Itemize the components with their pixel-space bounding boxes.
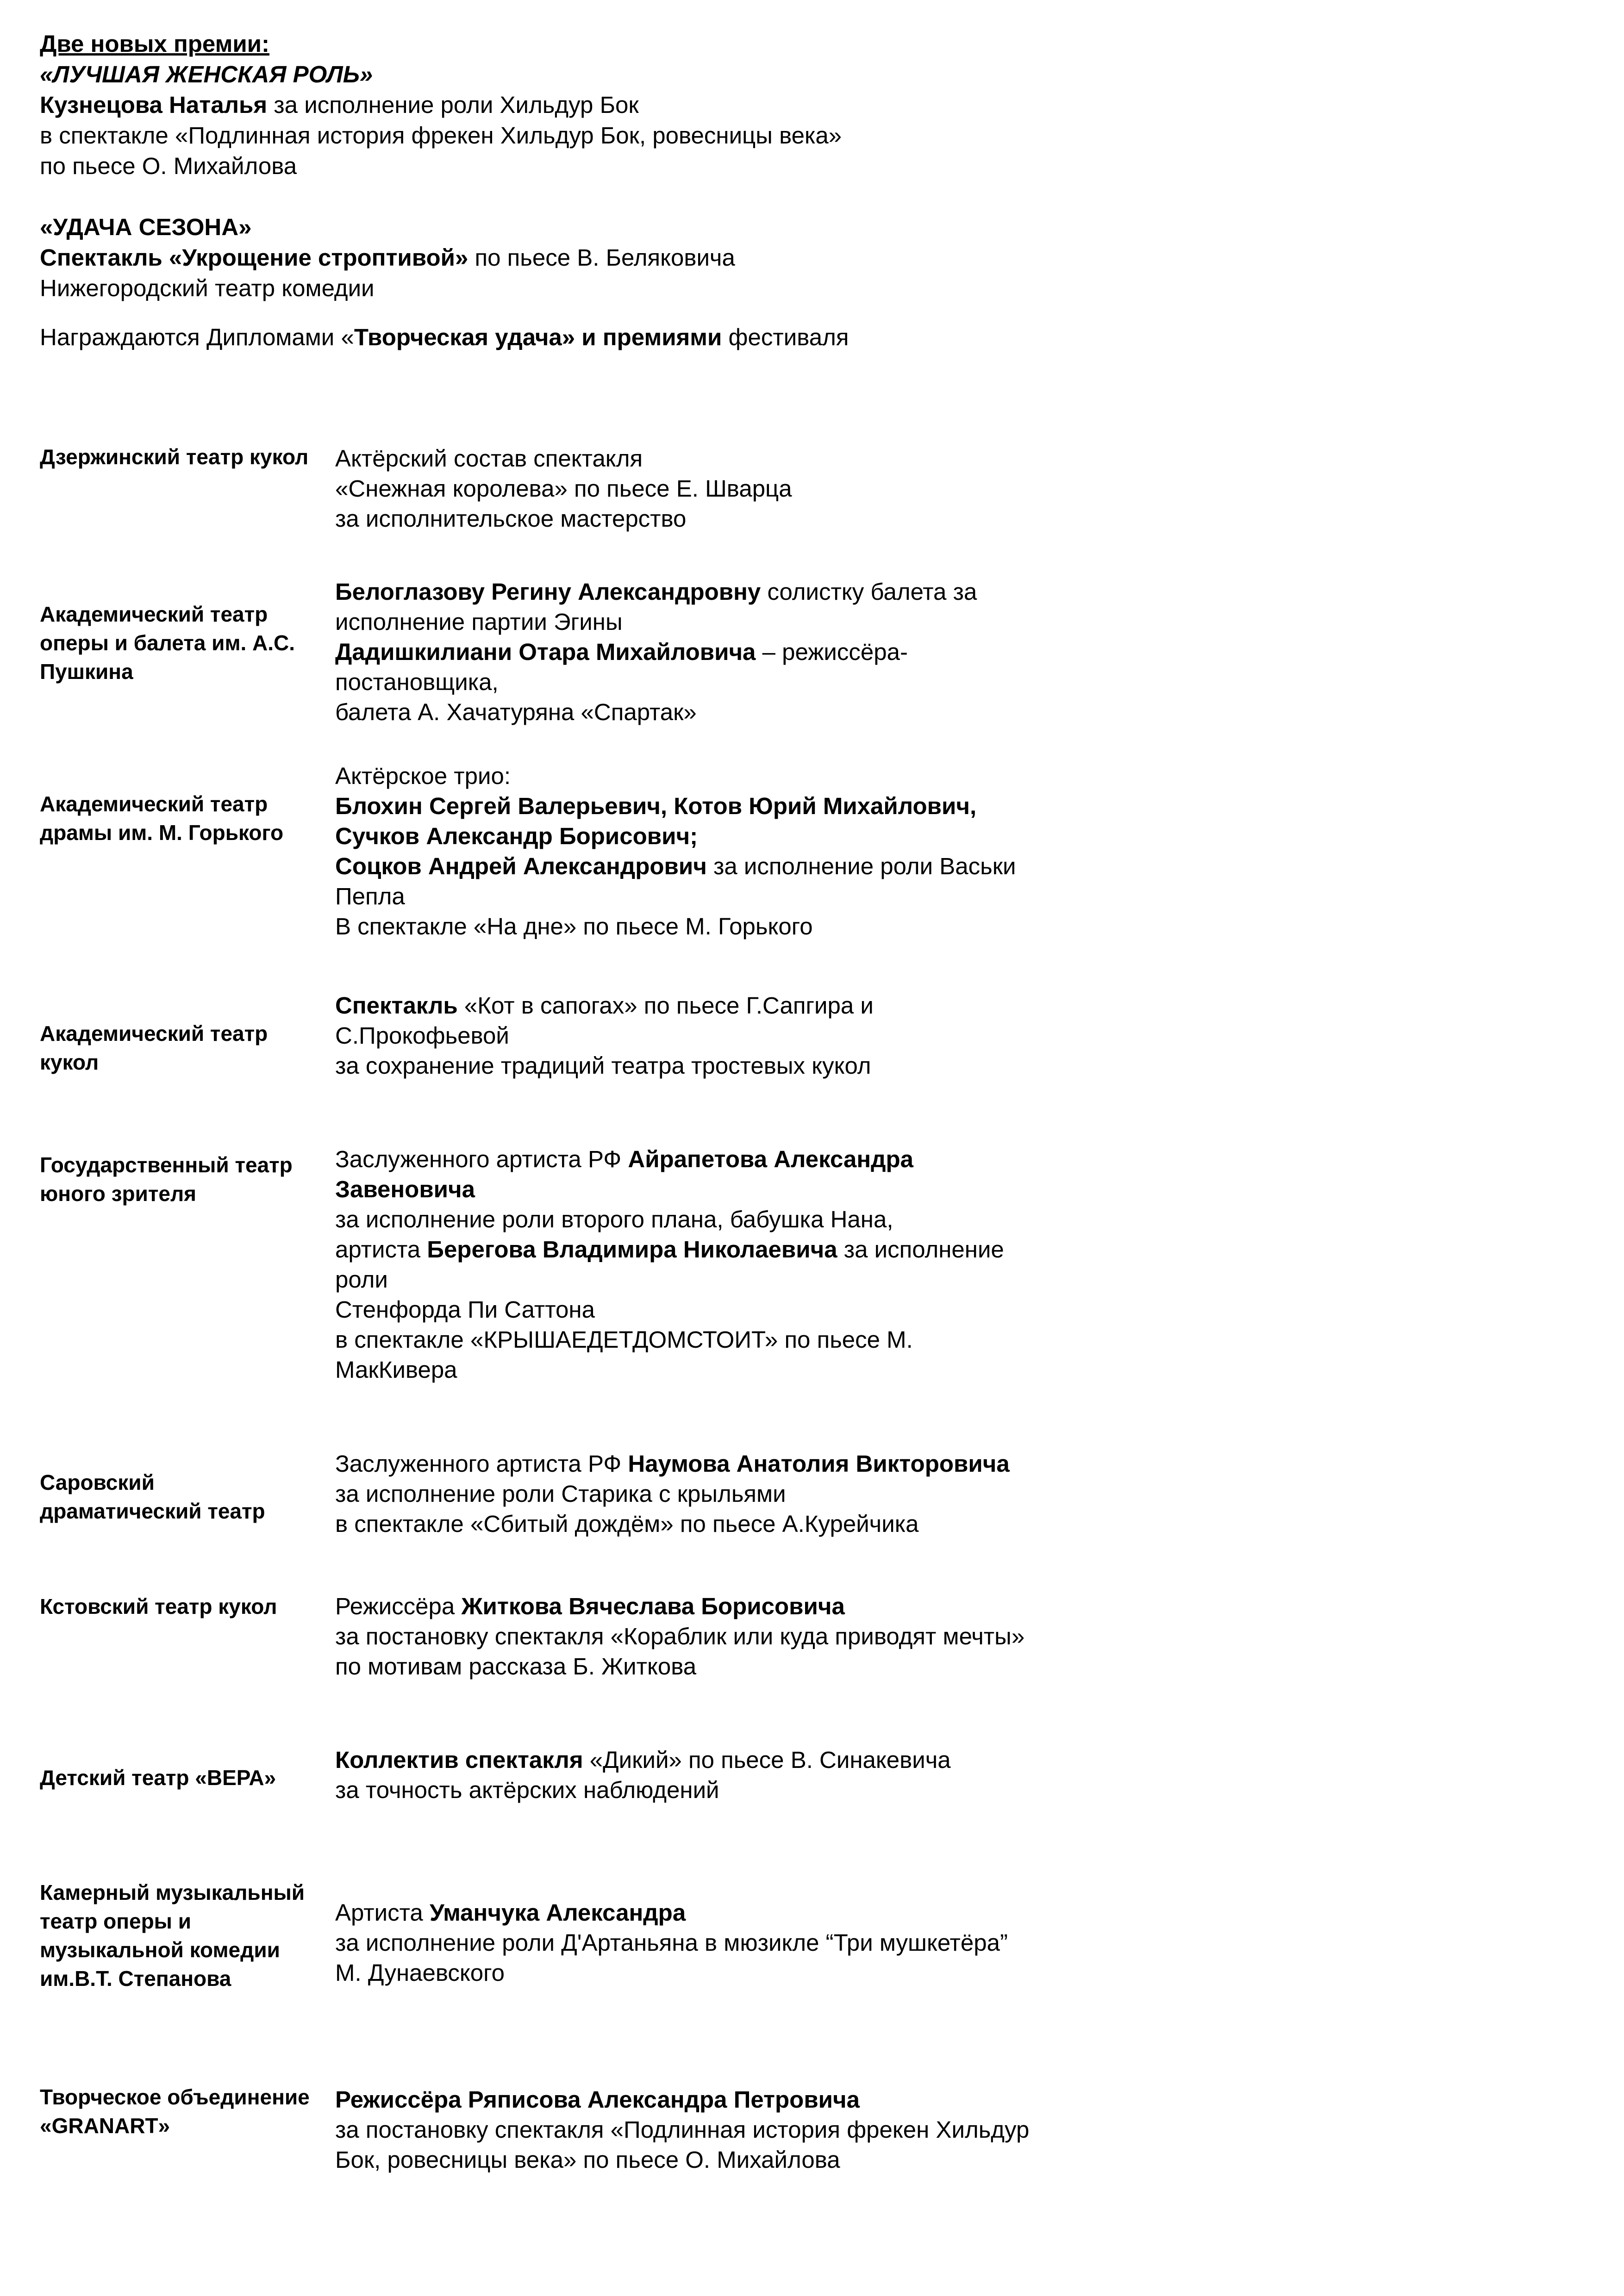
award-line: «Снежная королева» по пьесе Е. Шварца [335, 475, 792, 502]
award-line: Сучков Александр Борисович; [335, 823, 698, 849]
entry-award [335, 990, 1159, 1081]
award-line [335, 1898, 1159, 1928]
season-luck-heading: «УДАЧА СЕЗОНА» [40, 214, 252, 240]
award-text: за исполнение роли Васьки [706, 853, 1016, 879]
award-line [335, 1449, 1159, 1479]
winner-author-line: по пьесе О. Михайлова [40, 153, 297, 179]
award-name: Соцков Андрей Александрович [335, 853, 707, 879]
award-text: «Кот в сапогах» по пьесе Г.Сапгира и [457, 992, 874, 1019]
award-name: Наумова Анатолия Викторовича [628, 1450, 1010, 1477]
award-text: артиста [335, 1236, 427, 1263]
award-text: солистку балета за [761, 579, 977, 605]
award-name: Коллектив спектакля [335, 1747, 583, 1773]
award-text: Артиста [335, 1899, 430, 1926]
award-line: за исполнение роли второго плана, бабушка Нана, [335, 1206, 893, 1232]
award-line: за исполнение роли Д'Артаньяна в мюзикле “Три мушкетёра” [335, 1929, 1008, 1956]
award-line: С.Прокофьевой [335, 1022, 509, 1049]
entry-theatre: Дзержинский театр кукол [40, 445, 309, 469]
season-theatre-line: Нижегородский театр комедии [40, 275, 375, 301]
award-line [335, 637, 1159, 667]
entry-award [335, 1591, 1159, 1681]
award-line [335, 990, 1159, 1020]
award-line [335, 851, 1159, 881]
award-line: исполнение партии Эгины [335, 609, 623, 635]
entry-award [335, 443, 1159, 534]
entry-theatre: Детский театр «ВЕРА» [40, 1766, 276, 1790]
award-name: Белоглазову Регину Александровну [335, 579, 761, 605]
award-line: за постановку спектакля «Подлинная история фрекен Хильдур [335, 2116, 1030, 2143]
diplomas-line [40, 322, 1243, 353]
season-performance-line [40, 243, 1243, 273]
award-line: постановщика, [335, 669, 499, 695]
award-name: Дадишкилиани Отара Михайловича [335, 639, 756, 665]
entry-theatre: Академический театр кукол [40, 1021, 268, 1074]
award-line: Блохин Сергей Валерьевич, Котов Юрий Михайлович, [335, 793, 977, 819]
award-line: за постановку спектакля «Кораблик или куда приводят мечты» [335, 1623, 1025, 1649]
winner-line [40, 90, 1243, 120]
entry-theatre: Академический театр драмы им. М. Горького [40, 792, 284, 845]
entry-award [335, 577, 1159, 727]
award-line: М. Дунаевского [335, 1960, 505, 1986]
diplomas-text-3: фестиваля [722, 324, 849, 350]
award-line: балета А. Хачатуряна «Спартак» [335, 699, 697, 725]
award-line: Бок, ровесницы века» по пьесе О. Михайлова [335, 2147, 840, 2173]
award-line: в спектакле «Сбитый дождём» по пьесе А.Курейчика [335, 1511, 919, 1537]
award-line: В спектакле «На дне» по пьесе М. Горького [335, 913, 813, 940]
award-line: по мотивам рассказа Б. Житкова [335, 1653, 697, 1680]
entry-award [335, 761, 1159, 941]
entry-theatre: Камерный музыкальный театр оперы и музыкальной комедии им.В.Т. Степанова [40, 1880, 305, 1991]
entry-award [335, 1898, 1159, 1988]
entry-award [335, 1449, 1159, 1539]
diplomas-text-1: Награждаются Дипломами « [40, 324, 354, 350]
award-line [335, 1745, 1159, 1775]
entry-award [335, 1745, 1159, 1805]
award-line: за точность актёрских наблюдений [335, 1777, 719, 1803]
award-line [335, 1144, 1159, 1174]
entry-award [335, 2084, 1159, 2175]
award-line: в спектакле «КРЫШАЕДЕТДОМСТОИТ» по пьесе М. [335, 1326, 913, 1353]
winner-name: Кузнецова Наталья [40, 92, 268, 118]
award-text: за исполнение [837, 1236, 1004, 1263]
award-name: Берегова Владимира Николаевича [427, 1236, 837, 1263]
award-name: Айрапетова Александра [628, 1146, 914, 1172]
award-line: Актёрское трио: [335, 763, 511, 789]
award-text: Заслуженного артиста РФ [335, 1450, 628, 1477]
award-text: «Дикий» по пьесе В. Синакевича [583, 1747, 951, 1773]
season-performance-label: Спектакль «Укрощение строптивой» [40, 244, 468, 271]
award-line [335, 1591, 1159, 1621]
entry-theatre: Государственный театр юного зрителя [40, 1153, 293, 1206]
award-line: Пепла [335, 883, 405, 909]
winner-play-line: в спектакле «Подлинная история фрекен Хильдур Бок, ровесницы века» [40, 122, 842, 149]
entry-theatre: Кстовский театр кукол [40, 1594, 277, 1618]
award-name: Уманчука Александра [429, 1899, 686, 1926]
award-line: за исполнение роли Старика с крыльями [335, 1481, 786, 1507]
award-name: Житкова Вячеслава Борисовича [461, 1593, 845, 1619]
award-line [335, 1234, 1159, 1264]
award-line [335, 577, 1159, 607]
entry-theatre: Саровский драматический театр [40, 1470, 265, 1523]
award-line: за сохранение традиций театра тростевых кукол [335, 1052, 871, 1079]
winner-text: за исполнение роли Хильдур Бок [267, 92, 639, 118]
award-line: за исполнительское мастерство [335, 505, 687, 532]
season-performance-text: по пьесе В. Беляковича [468, 244, 735, 271]
award-name: Спектакль [335, 992, 458, 1019]
entry-theatre: Творческое объединение «GRANART» [40, 2085, 310, 2138]
award-text: – режиссёра- [756, 639, 908, 665]
entry-award [335, 1144, 1159, 1385]
award-text: Заслуженного артиста РФ [335, 1146, 628, 1172]
award-line: Стенфорда Пи Саттона [335, 1296, 595, 1323]
award-line: Актёрский состав спектакля [335, 445, 643, 472]
award-line: Режиссёра Ряписова Александра Петровича [335, 2086, 860, 2113]
new-prizes-title: Две новых премии: [40, 31, 270, 57]
award-text: Режиссёра [335, 1593, 462, 1619]
diplomas-text-bold: Творческая удача» и премиями [354, 324, 722, 350]
award-line: Завеновича [335, 1176, 475, 1202]
best-female-role-heading: «ЛУЧШАЯ ЖЕНСКАЯ РОЛЬ» [40, 61, 373, 87]
entry-theatre: Академический театр оперы и балета им. А.С. Пушкина [40, 602, 295, 684]
award-line: МакКивера [335, 1356, 457, 1383]
award-line: роли [335, 1266, 388, 1293]
